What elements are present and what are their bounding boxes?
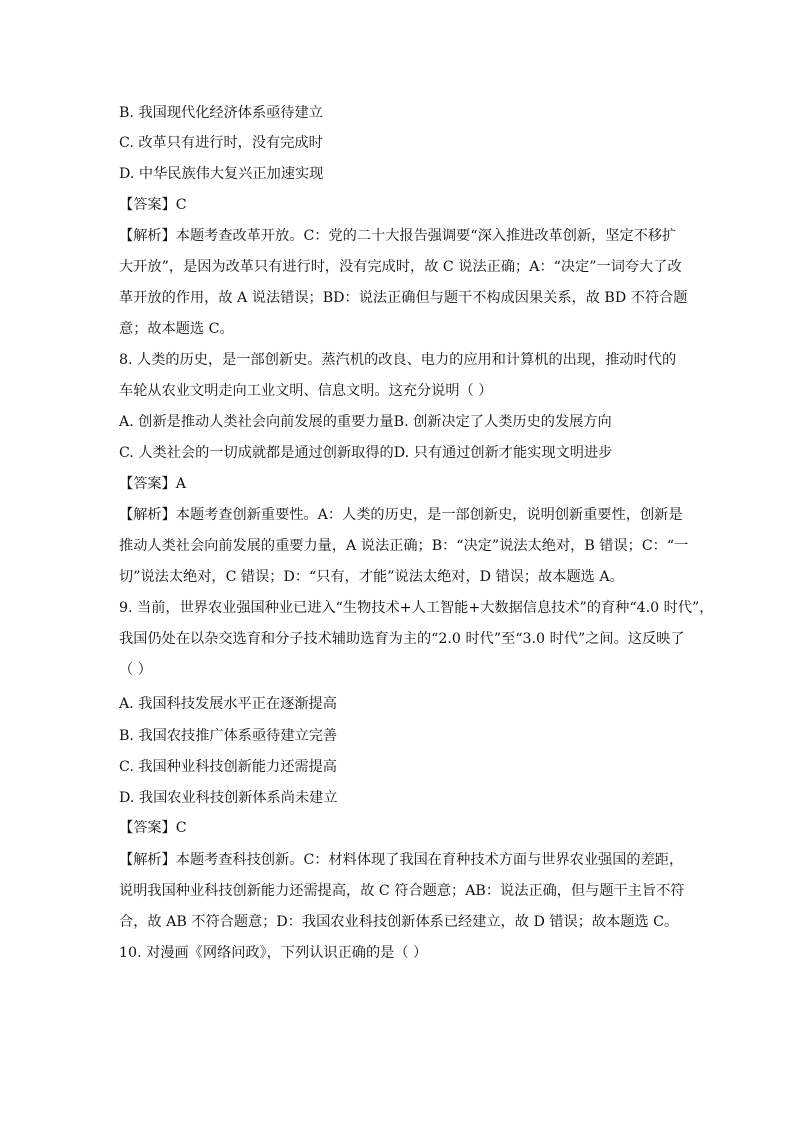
q9-option-a: A. 我国科技发展水平正在逐渐提高 [119,696,337,712]
q9-analysis-line: 合，故 AB 不符合题意；D：我国农业科技创新体系已经建立，故 D 错误；故本题选 C。 [119,914,679,930]
q8-analysis-line: 【解析】本题考查创新重要性。A：人类的历史，是一部创新史，说明创新重要性，创新是 [119,507,683,523]
q9-option-c: C. 我国种业科技创新能力还需提高 [119,759,337,775]
q8-stem-line: 车轮从农业文明走向工业文明、信息文明。这充分说明（ ） [119,383,493,399]
q9-stem-line: 9. 当前，世界农业强国种业已进入“生物技术+人工智能+大数据信息技术”的育种“4.0 时代”， [119,600,714,616]
q7-analysis-line: 大开放”，是因为改革只有进行时，没有完成时，故 C 说法正确；A：“决定”一词夸大了改 [119,259,682,275]
q10-stem: 10. 对漫画《网络问政》，下列认识正确的是（ ） [119,945,428,961]
q8-answer: 【答案】A [119,476,186,492]
q8-analysis-line: 推动人类社会向前发展的重要力量，A 说法正确；B：“决定”说法太绝对，B 错误；C：“一 [119,538,689,554]
q7-analysis-line: 【解析】本题考查改革开放。C：党的二十大报告强调要“深入推进改革创新，坚定不移扩 [119,228,677,244]
q8-analysis-line: 切”说法太绝对，C 错误；D：“只有，才能”说法太绝对，D 错误；故本题选 A。 [119,569,624,585]
q8-options-row-1 [119,412,612,432]
q8-stem-line: 8. 人类的历史，是一部创新史。蒸汽机的改良、电力的应用和计算机的出现，推动时代的 [119,352,677,368]
q7-answer: 【答案】C [119,197,187,213]
q9-option-b: B. 我国农技推广体系亟待建立完善 [119,728,338,744]
q8-option-c: C. 人类社会的一切成就都是通过创新取得的 [119,445,394,461]
q7-analysis-line: 意；故本题选 C。 [119,321,234,337]
q9-stem-line: 我国仍处在以杂交选育和分子技术辅助选育为主的“2.0 时代”至“3.0 时代”之间。这反映了 [119,631,685,647]
q9-stem-line: （ ） [119,662,152,678]
q9-analysis-line: 【解析】本题考查科技创新。C：材料体现了我国在育种技术方面与世界农业强国的差距， [119,852,684,868]
q9-analysis-line: 说明我国种业科技创新能力还需提高，故 C 符合题意；AB：说法正确，但与题干主旨不符 [119,883,685,899]
q9-answer: 【答案】C [119,820,187,836]
q9-option-d: D. 我国农业科技创新体系尚未建立 [119,790,338,806]
q8-options-row-2 [119,443,612,463]
q7-option-b: B. 我国现代化经济体系亟待建立 [119,105,323,121]
q8-option-d: D. 只有通过创新才能实现文明进步 [393,445,613,461]
q7-option-d: D. 中华民族伟大复兴正加速实现 [119,166,324,182]
q8-option-a: A. 创新是推动人类社会向前发展的重要力量 [119,414,394,430]
q8-option-b: B. 创新决定了人类历史的发展方向 [393,414,612,430]
q7-option-c: C. 改革只有进行时，没有完成时 [119,135,323,151]
q7-analysis-line: 革开放的作用，故 A 说法错误；BD：说法正确但与题干不构成因果关系，故 BD 不符合题 [119,290,688,306]
